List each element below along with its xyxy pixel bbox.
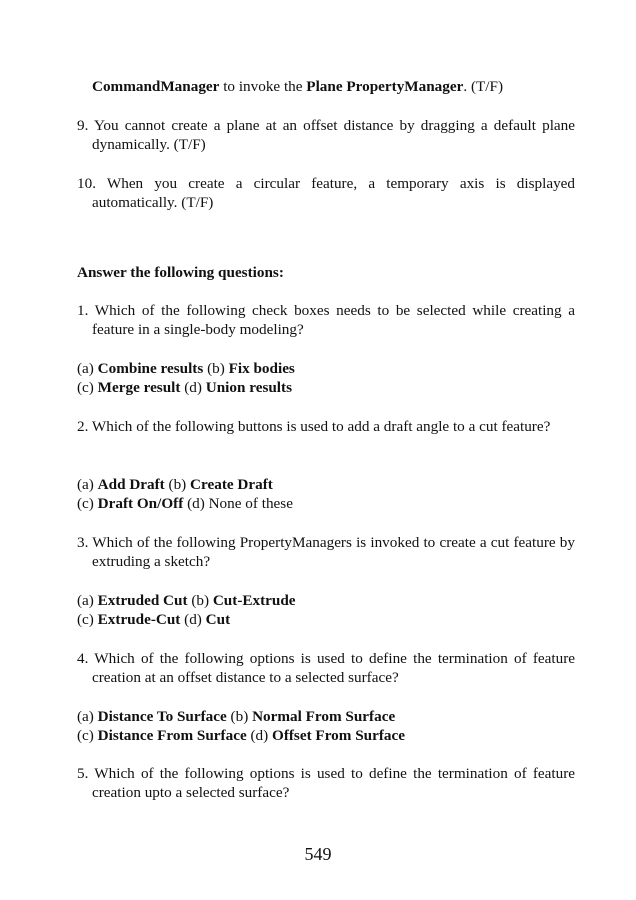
prev-question-tail: CommandManager to invoke the Plane PropertyManager. (T/F) — [92, 78, 503, 95]
question-2: 2. Which of the following buttons is used to add a draft angle to a cut feature? — [77, 418, 551, 435]
term-plane-propertymanager: Plane PropertyManager — [306, 78, 464, 95]
question-1: 1. Which of the following check boxes needs to be selected while creating a feature in a single-body modeling? — [77, 302, 575, 338]
question-3: 3. Which of the following PropertyManagers is invoked to create a cut feature by extruding a sketch? — [77, 534, 575, 570]
question-5: 5. Which of the following options is used to define the termination of feature creation upto a selected surface? — [77, 765, 575, 801]
page-number: 549 — [304, 844, 332, 864]
options-line-cd: (c) Extrude-Cut (d) Cut — [77, 611, 231, 628]
option-b: Create Draft — [190, 476, 273, 493]
tf-statement-9: 9. You cannot create a plane at an offset distance by dragging a default plane dynamically. (T/F) — [77, 117, 575, 153]
option-b: Fix bodies — [228, 360, 295, 377]
option-d: Offset From Surface — [272, 727, 405, 744]
option-b: Cut-Extrude — [212, 592, 296, 609]
question-4: 4. Which of the following options is used to define the termination of feature creation at an offset distance to a selected surface? — [77, 650, 575, 686]
option-d: Cut — [205, 611, 231, 628]
question-2-options — [77, 475, 560, 513]
tf-statement-10: 10. When you create a circular feature, a temporary axis is displayed automatically. (T/F) — [77, 175, 575, 211]
section-heading: Answer the following questions: — [77, 264, 284, 281]
options-line-cd: (c) Distance From Surface (d) Offset From Surface — [77, 727, 405, 744]
option-c: Extrude-Cut — [97, 611, 181, 628]
option-b: Normal From Surface — [252, 708, 396, 725]
options-line-ab: (a) Add Draft (b) Create Draft — [77, 476, 273, 493]
option-a: Add Draft — [97, 476, 165, 493]
options-line-cd: (c) Merge result (d) Union results — [77, 379, 292, 396]
question-4-options — [77, 707, 560, 745]
term-command-manager: CommandManager — [92, 78, 220, 95]
option-a: Distance To Surface — [97, 708, 227, 725]
option-d: None of these — [208, 495, 293, 512]
question-3-options — [77, 591, 560, 629]
option-a: Extruded Cut — [97, 592, 188, 609]
option-d: Union results — [205, 379, 292, 396]
option-c: Merge result — [97, 379, 181, 396]
options-line-ab: (a) Combine results (b) Fix bodies — [77, 360, 295, 377]
options-line-cd: (c) Draft On/Off (d) None of these — [77, 495, 293, 512]
options-line-ab: (a) Distance To Surface (b) Normal From Surface — [77, 708, 396, 725]
option-c: Distance From Surface — [97, 727, 247, 744]
option-c: Draft On/Off — [97, 495, 184, 512]
option-a: Combine results — [97, 360, 204, 377]
question-1-options — [77, 359, 560, 397]
options-line-ab: (a) Extruded Cut (b) Cut-Extrude — [77, 592, 296, 609]
